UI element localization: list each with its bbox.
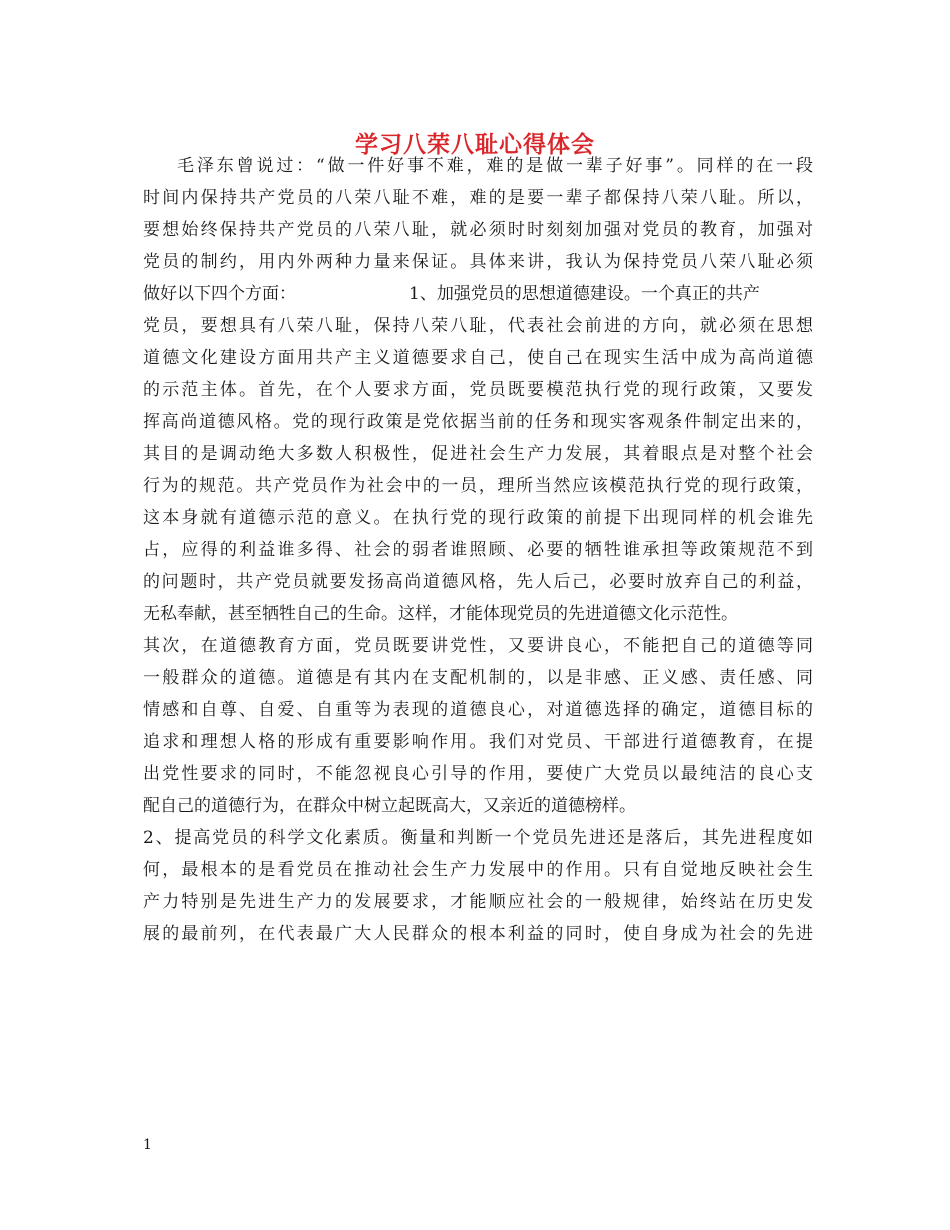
text-segment: 做好以下四个方面： [143,284,296,304]
text-line: 一般群众的道德。道德是有其内在支配机制的，以是非感、正义感、责任感、同 [143,668,813,688]
text-line: 何，最根本的是看党员在推动社会生产力发展中的作用。只有自觉地反映社会生 [143,860,813,880]
page-number: 1 [143,1137,152,1153]
text-line: 的示范主体。首先，在个人要求方面，党员既要模范执行党的现行政策，又要发 [143,380,813,400]
text-line: 毛泽东曾说过：“做一件好事不难，难的是做一辈子好事”。同样的在一段 [177,156,813,176]
text-line: 追求和理想人格的形成有重要影响作用。我们对党员、干部进行道德教育，在提 [143,732,813,752]
text-line: 配自己的道德行为，在群众中树立起既高大，又亲近的道德榜样。 [143,796,636,816]
text-line: 道德文化建设方面用共产主义道德要求自己，使自己在现实生活中成为高尚道德 [143,348,813,368]
text-line: 情感和自尊、自爱、自重等为表现的道德良心，对道德选择的确定，道德目标的 [143,700,813,720]
text-line: 要想始终保持共产党员的八荣八耻，就必须时时刻刻加强对党员的教育，加强对 [143,220,813,240]
document-title: 学习八荣八耻心得体会 [355,131,595,158]
text-line: 行为的规范。共产党员作为社会中的一员，理所当然应该模范执行党的现行政策， [143,476,813,496]
text-line: 占，应得的利益谁多得、社会的弱者谁照顾、必要的牺牲谁承担等政策规范不到 [143,540,813,560]
text-line: 无私奉献，甚至牺牲自己的生命。这样，才能体现党员的先进道德文化示范性。 [143,604,738,624]
text-segment: 1、加强党员的思想道德建设。一个真正的共产 [409,284,760,304]
text-line: 挥高尚道德风格。党的现行政策是党依据当前的任务和现实客观条件制定出来的， [143,412,813,432]
text-line: 党员的制约，用内外两种力量来保证。具体来讲，我认为保持党员八荣八耻必须 [143,252,813,272]
text-line: 其目的是调动绝大多数人积极性，促进社会生产力发展，其着眼点是对整个社会 [143,444,813,464]
text-line: 2、提高党员的科学文化素质。衡量和判断一个党员先进还是落后，其先进程度如 [143,828,813,848]
text-line: 其次，在道德教育方面，党员既要讲党性，又要讲良心，不能把自己的道德等同 [143,636,813,656]
text-line: 出党性要求的同时，不能忽视良心引导的作用，要使广大党员以最纯洁的良心支 [143,764,813,784]
text-line: 党员，要想具有八荣八耻，保持八荣八耻，代表社会前进的方向，就必须在思想 [143,316,813,336]
text-line: 产力特别是先进生产力的发展要求，才能顺应社会的一般规律，始终站在历史发 [143,892,813,912]
text-line: 这本身就有道德示范的意义。在执行党的现行政策的前提下出现同样的机会谁先 [143,508,813,528]
text-line [143,278,813,310]
text-line: 展的最前列，在代表最广大人民群众的根本利益的同时，使自身成为社会的先进 [143,924,813,944]
text-line: 时间内保持共产党员的八荣八耻不难，难的是要一辈子都保持八荣八耻。所以， [143,188,813,208]
text-line: 的问题时，共产党员就要发扬高尚道德风格，先人后己，必要时放弃自己的利益， [143,572,813,592]
